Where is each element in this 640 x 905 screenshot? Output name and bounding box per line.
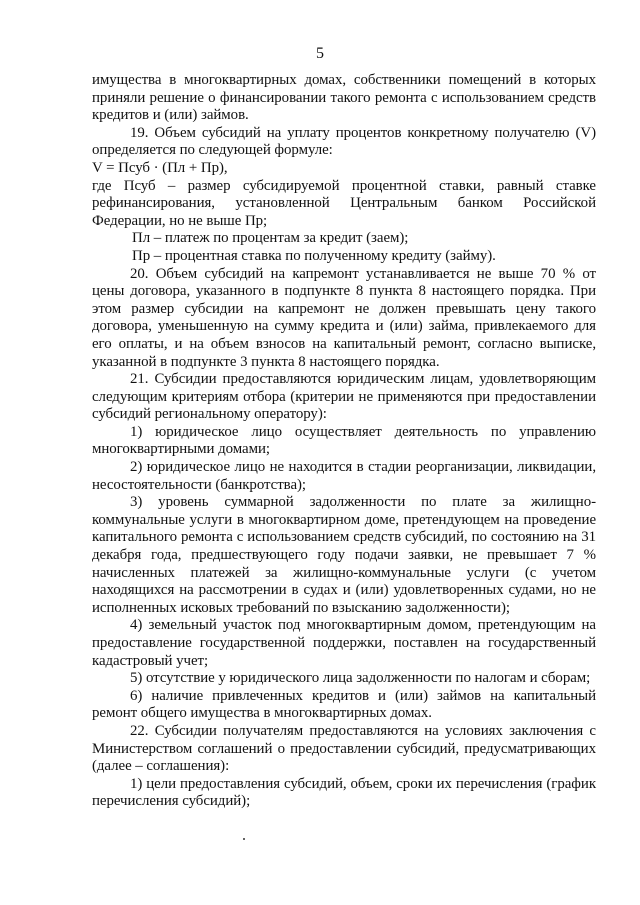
criterion-4: 4) земельный участок под многоквартирным домом, претендующим на предоставление государственной поддержки, поставлен на государственный кадастровый учет; bbox=[92, 617, 596, 669]
paragraph-20: 20. Объем субсидий на капремонт устанавливается не выше 70 % от цены договора, указанного в подпункте 8 пункта 8 настоящего порядка. При этом размер субсидии на капремонт не должен превышать цену такого договора, уменьшенную на сумму кредита и (или) займа, привлекаемого для его оплаты, и на объем взносов на капитальный ремонт, согласно выписке, указанной в подпункте 3 пункта 8 настоящего порядка. bbox=[92, 265, 596, 370]
formula-term-pl: Пл – платеж по процентам за кредит (заем); bbox=[132, 230, 409, 247]
page-number: 5 bbox=[316, 45, 324, 62]
formula-term-pr: Пр – процентная ставка по полученному кредиту (займу). bbox=[132, 247, 496, 264]
paragraph-21: 21. Субсидии предоставляются юридическим лицам, удовлетворяющим следующим критериям отбора (критерии не применяются при предоставлении субсидий региональному оператору): bbox=[92, 371, 596, 423]
agreement-term-1: 1) цели предоставления субсидий, объем, сроки их перечисления (график перечисления субсидий); bbox=[92, 775, 596, 810]
paragraph-22: 22. Субсидии получателям предоставляются на условиях заключения с Министерством соглашений о предоставлении субсидий, предусматривающих (далее – соглашения): bbox=[92, 722, 596, 775]
paragraph-continuation: имущества в многоквартирных домах, собственники помещений в которых приняли решение о финансировании такого ремонта с использованием средств кредитов и (или) займов. bbox=[92, 72, 596, 124]
formula: V = Псуб · (Пл + Пр), bbox=[92, 159, 228, 176]
criterion-1: 1) юридическое лицо осуществляет деятельность по управлению многоквартирными домами; bbox=[92, 423, 596, 458]
scan-speck bbox=[243, 838, 245, 840]
paragraph-19: 19. Объем субсидий на уплату процентов конкретному получателю (V) определяется по следующей формуле: bbox=[92, 124, 596, 159]
criterion-5: 5) отсутствие у юридического лица задолженности по налогам и сборам; bbox=[130, 670, 591, 687]
criterion-2: 2) юридическое лицо не находится в стадии реорганизации, ликвидации, несостоятельности (банкротства); bbox=[92, 459, 596, 493]
criterion-3: 3) уровень суммарной задолженности по плате за жилищно-коммунальные услуги в многоквартирном доме, претендующем на проведение капитального ремонта с использованием средств субсидий, по состоянию на 31 декабря года, предшествующего году подачи заявки, не превышает 7 % начисленных платежей за жилищно-коммунальные услуги (с учетом находящихся на рассмотрении в судах и (или) удовлетворенных судами, но не исполненных исковых требований по взысканию задолженности); bbox=[92, 494, 596, 616]
criterion-6: 6) наличие привлеченных кредитов и (или) займов на капитальный ремонт общего имущества в многоквартирных домах. bbox=[92, 687, 596, 722]
document-body bbox=[92, 72, 596, 811]
formula-explanation: где Псуб – размер субсидируемой процентной ставки, равный ставке рефинансирования, установленной Центральным банком Российской Федерации, но не выше Пр; bbox=[92, 177, 596, 229]
